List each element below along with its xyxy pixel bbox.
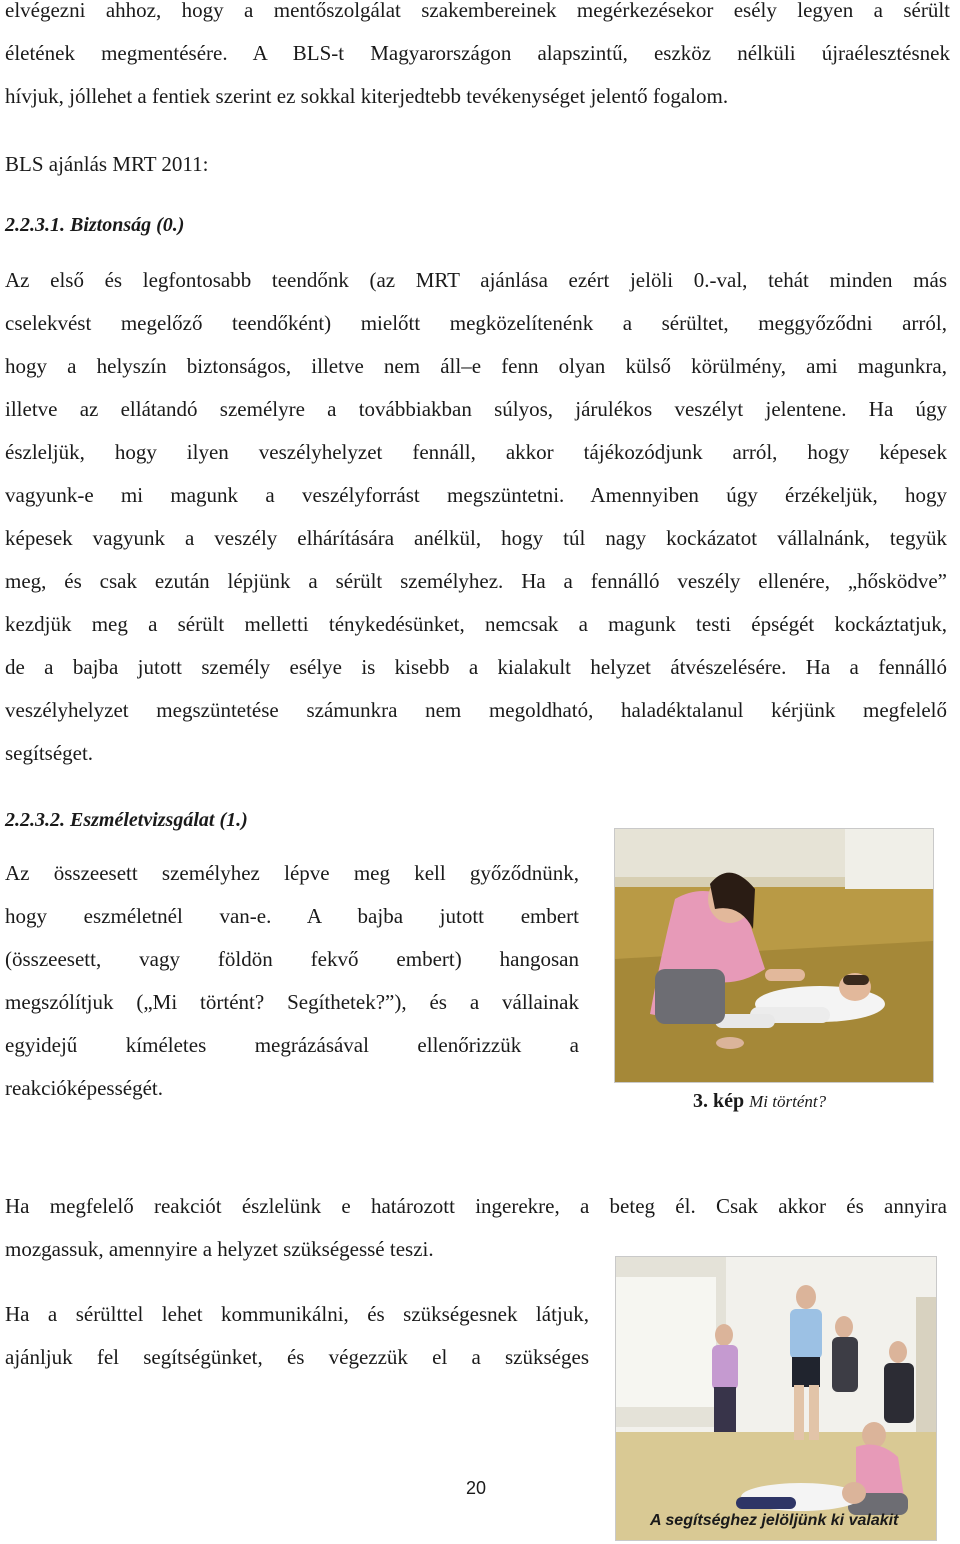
intro-line: életének megmentésére. A BLS-t Magyarországon alapszintű, eszköz nélküli újraélesztésnek [5, 41, 950, 65]
body-line: egyidejű kíméletes megrázásával ellenőrizzük a [5, 1033, 579, 1057]
body-line: kezdjük meg a sérült melletti ténykedésünket, nemcsak a magunk testi épségét kockáztatjuk, [5, 612, 947, 636]
body-line: hogy eszméletnél van-e. A bajba jutott embert [5, 904, 579, 928]
body-line: Ha megfelelő reakciót észlelünk e határozott ingerekre, a beteg él. Csak akkor és annyira [5, 1194, 947, 1218]
photo-consciousness-check [614, 828, 934, 1083]
figure-caption-number: 3. kép [693, 1090, 745, 1112]
photo-ask-for-help-image [616, 1257, 936, 1540]
body-line: de a bajba jutott személy esélye is kisebb a kialakult helyzet átvészelésére. Ha a fennálló [5, 655, 947, 679]
body-line: mozgassuk, amennyire a helyzet szükségessé teszi. [5, 1237, 434, 1261]
body-line: illetve az ellátandó személyre a továbbiakban súlyos, járulékos veszélyt jelentene. Ha úgy [5, 397, 947, 421]
body-line: reakcióképességét. [5, 1076, 164, 1100]
bls-label: BLS ajánlás MRT 2011: [5, 152, 209, 176]
body-line: hogy a helyszín biztonságos, illetve nem áll–e fenn olyan külső körülmény, ami magunkra, [5, 354, 947, 378]
communication-paragraph [5, 1293, 589, 1379]
section-heading-text: 2.2.3.1. Biztonság (0.) [5, 214, 185, 236]
photo-consciousness-check-image [615, 829, 933, 1082]
photo-ask-for-help [615, 1256, 937, 1541]
page-number: 20 [466, 1478, 487, 1498]
eszmelet-paragraph [5, 852, 579, 1110]
intro-paragraph [5, 0, 950, 118]
body-line: meg, és csak ezután lépjünk a sérült személyhez. Ha a fennálló veszély ellenére, „hősködve” [5, 569, 947, 593]
figure-caption-text: Mi történt? [749, 1092, 827, 1111]
photo-overlay-caption: A segítséghez jelöljünk ki valakit [650, 1512, 899, 1529]
body-line: (összeesett, vagy földön fekvő embert) hangosan [5, 947, 579, 971]
body-line: képesek vagyunk a veszély elhárítására anélkül, hogy túl nagy kockázatot vállalnánk, tegyük [5, 526, 947, 550]
figure-caption [693, 1087, 826, 1116]
body-line: vagyunk-e mi magunk a veszélyforrást megszüntetni. Amennyiben úgy érzékeljük, hogy [5, 483, 947, 507]
body-line: cselekvést megelőző teendőként) mielőtt megközelítenénk a sérültet, meggyőződni arról, [5, 311, 947, 335]
body-line: megszólítjuk („Mi történt? Segíthetek?”), és a vállainak [5, 990, 579, 1014]
intro-line: hívjuk, jóllehet a fentiek szerint ez sokkal kiterjedtebb tevékenységet jelentő fogalom. [5, 84, 729, 108]
biztonsag-paragraph [5, 259, 947, 775]
body-line: ajánljuk fel segítségünket, és végezzük el a szükséges [5, 1345, 589, 1369]
body-line: veszélyhelyzet megszüntetése számunkra nem megoldható, haladéktalanul kérjünk megfelelő [5, 698, 947, 722]
intro-line: elvégezni ahhoz, hogy a mentőszolgálat szakembereinek megérkezésekor esély legyen a sérült [5, 0, 950, 22]
section-heading-biztonsag [5, 208, 184, 242]
body-line: segítséget. [5, 741, 94, 765]
body-line: Az összeesett személyhez lépve meg kell győződnünk, [5, 861, 579, 885]
body-line: észleljük, hogy ilyen veszélyhelyzet fennáll, akkor tájékozódjunk arról, hogy képesek [5, 440, 947, 464]
body-line: Ha a sérülttel lehet kommunikálni, és szükségesnek látjuk, [5, 1302, 589, 1326]
section-heading-text: 2.2.3.2. Eszméletvizsgálat (1.) [5, 809, 248, 831]
section-heading-eszmelet [5, 803, 248, 837]
body-line: Az első és legfontosabb teendőnk (az MRT ajánlása ezért jelöli 0.-val, tehát minden más [5, 268, 947, 292]
